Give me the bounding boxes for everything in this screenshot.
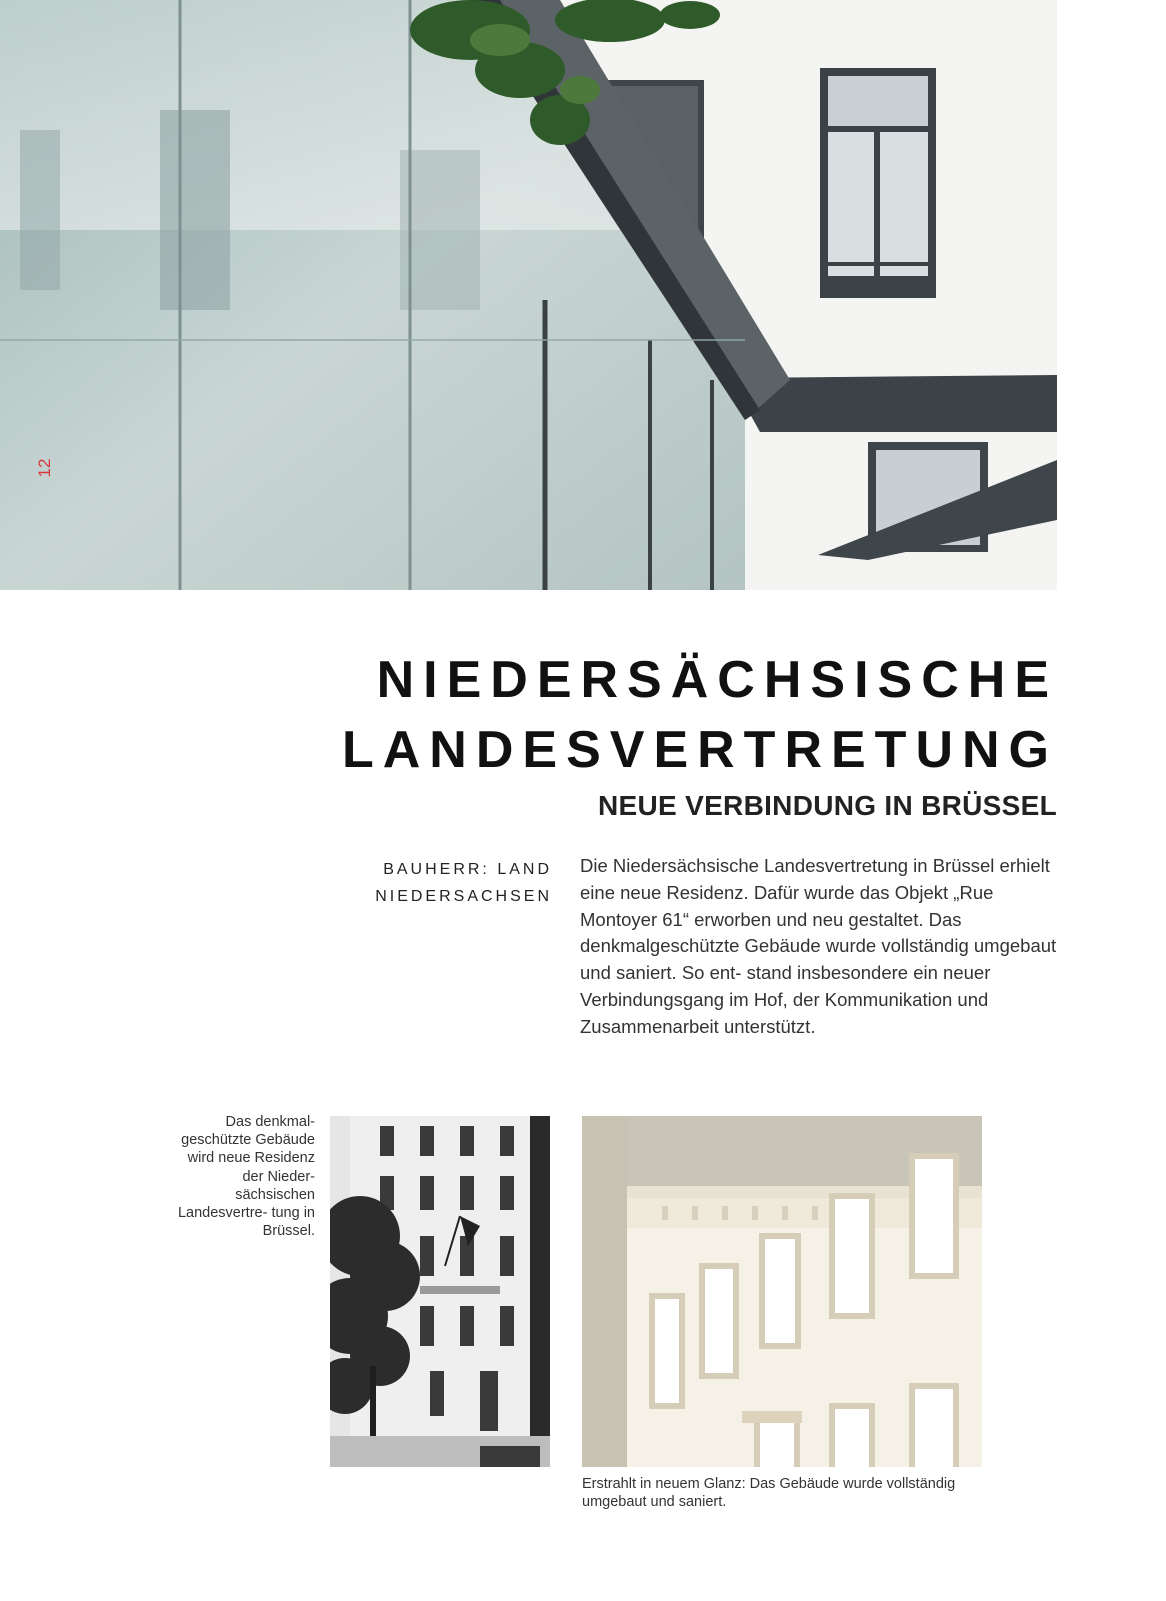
- hero-photo: [0, 0, 1057, 590]
- building-photo-bw: [330, 1116, 550, 1467]
- article-subtitle: NEUE VERBINDUNG IN BRÜSSEL: [598, 790, 1057, 821]
- page-number: 12: [35, 458, 54, 478]
- side-caption: Das denkmal- geschützte Gebäude wird neue Residenz der Nieder- sächsischen Landesvertre- tung in Brüssel.: [177, 1114, 315, 1240]
- building-photo-color: [582, 1116, 982, 1467]
- article-title-line-1: NIEDERSÄCHSISCHE: [376, 651, 1058, 709]
- article-body: Die Niedersächsische Landesvertretung in Brüssel erhielt eine neue Residenz. Dafür wurde das Objekt „Rue Montoyer 61“ erworben und neu gestaltet. Das denkmalgeschützte Gebäude wurde vollständig umgebaut und saniert. So ent- stand insbesondere ein neuer Verbindungsgang im Hof, der Kommunikation und Zusammenarbeit unterstützt.: [580, 855, 1057, 1037]
- client-label-line-2: NIEDERSACHSEN: [375, 888, 552, 905]
- hero-photo-illustration: [0, 0, 1057, 590]
- client-label: [292, 856, 552, 910]
- article-title: [342, 645, 1058, 785]
- client-label-line-1: BAUHERR: LAND: [383, 861, 552, 878]
- building-photo-bw-illustration: [330, 1116, 550, 1467]
- bottom-caption: Erstrahlt in neuem Glanz: Das Gebäude wurde vollständig umgebaut und saniert.: [582, 1476, 956, 1510]
- article-title-line-2: LANDESVERTRETUNG: [341, 721, 1058, 779]
- building-photo-color-illustration: [582, 1116, 982, 1467]
